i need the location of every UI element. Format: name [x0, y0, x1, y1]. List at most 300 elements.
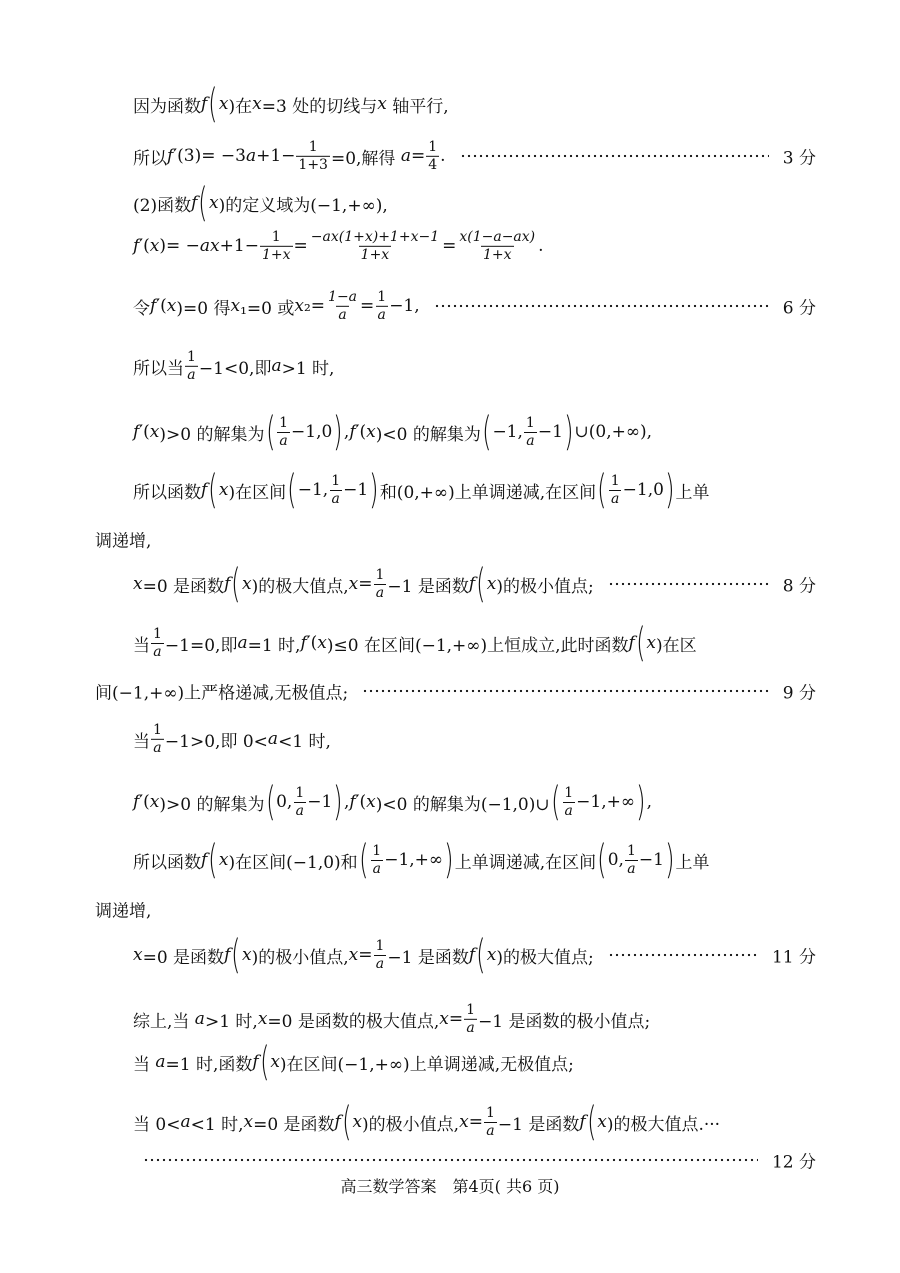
fraction-denominator: a [375, 584, 385, 601]
text-run: 所以函数 [133, 482, 201, 503]
text-run: )=0 得 [176, 298, 231, 319]
text-line [0, 1040, 900, 1084]
fraction [373, 568, 386, 600]
line-content [133, 230, 544, 262]
text-line [0, 410, 900, 454]
fraction-numerator: 1−a [328, 288, 358, 305]
math-variable: f [133, 422, 140, 442]
math-variable: f [334, 1112, 341, 1132]
math-variable: f [224, 945, 231, 965]
fraction-numerator: 1 [377, 288, 387, 305]
fraction [373, 939, 386, 971]
fraction-numerator: 1 [466, 1001, 476, 1018]
fraction-denominator: a [187, 366, 196, 383]
text-run: 综上,当 [133, 1011, 190, 1032]
fraction-denominator: 1+3 [298, 156, 328, 173]
text-run: 上单调递减,在区间 [454, 852, 597, 873]
fraction-denominator: a [295, 802, 304, 819]
math-variable: f [579, 1112, 586, 1132]
text-run: 令 [133, 298, 150, 319]
math-variable: a [180, 1112, 191, 1132]
fraction [293, 786, 306, 818]
fraction-numerator: 1 [375, 566, 385, 583]
text-run: 所以函数 [133, 852, 201, 873]
fraction-numerator: 1 [428, 138, 438, 155]
fraction-denominator: a [153, 643, 162, 660]
text-run: =0 是函数 [253, 1114, 335, 1135]
text-run: =1 时, [247, 635, 301, 656]
fraction-numerator: 1 [153, 625, 162, 642]
fraction-numerator: 1 [525, 414, 535, 431]
large-bracket: ( [635, 620, 646, 666]
fraction [625, 844, 638, 876]
math-variable: f [468, 574, 476, 594]
math-variable: x [459, 1112, 469, 1132]
fraction-numerator: 1 [485, 1104, 495, 1121]
fraction [524, 416, 537, 448]
fraction [326, 290, 359, 322]
text-run: )的极小值点, [362, 1114, 460, 1135]
fraction-numerator: 1 [375, 937, 385, 954]
fraction-denominator: a [372, 860, 381, 877]
math-variable: a [267, 729, 279, 749]
fraction-numerator: 1 [564, 784, 574, 801]
text-run: , [646, 792, 653, 812]
fraction-denominator: a [611, 490, 620, 507]
line-content [133, 140, 446, 172]
math-variable: x [257, 1009, 268, 1029]
text-run: −1,+∞ [384, 850, 444, 870]
text-run: = [358, 945, 373, 965]
math-variable: f [628, 633, 635, 653]
score-label: 6 分 [782, 298, 816, 319]
line-content [133, 350, 334, 382]
dot-leader [460, 154, 769, 158]
math-variable: x [486, 945, 497, 965]
math-variable: x [218, 850, 229, 870]
math-variable: a [150, 1052, 166, 1072]
text-line [0, 717, 900, 761]
score-label: 12 分 [771, 1152, 816, 1173]
fraction-denominator: a [279, 432, 288, 449]
math-variable: f [468, 945, 476, 965]
text-run: −1,0 [291, 422, 333, 442]
text-run: ₂= [303, 296, 326, 316]
text-run: 间(−1,+∞)上严格递减,无极值点; [95, 683, 349, 704]
text-run: = [293, 236, 308, 256]
math-variable: x [230, 296, 241, 316]
page-footer: 高三数学答案 第4页( 共6 页) [340, 1177, 560, 1196]
math-variable: f [133, 236, 140, 256]
text-run: )>0 的解集为 [159, 424, 265, 445]
math-variable: x [149, 792, 160, 812]
fraction-numerator: 1 [372, 842, 382, 859]
large-bracket: ) [636, 779, 646, 825]
math-variable: x [133, 945, 143, 965]
line-content [133, 467, 710, 513]
line-content [133, 1039, 574, 1085]
text-run: −1=0,即 [164, 635, 238, 656]
line-content [133, 81, 449, 127]
text-run: 当 [133, 635, 150, 656]
score-label: 9 分 [782, 683, 816, 704]
text-run: ′( [306, 633, 318, 653]
large-bracket: ( [597, 467, 607, 513]
text-run: ′( [156, 296, 167, 316]
large-bracket: ) [564, 409, 574, 455]
text-run: −1, [492, 422, 523, 442]
large-bracket: ( [481, 409, 492, 455]
dot-leader [434, 304, 769, 308]
large-bracket: ( [231, 932, 241, 978]
large-bracket: ( [208, 81, 218, 127]
text-run: )的极大值点.··· [606, 1114, 721, 1135]
text-run: +1− [256, 146, 296, 166]
large-bracket: ( [265, 779, 275, 825]
text-run: = [448, 1009, 464, 1029]
large-bracket: ( [265, 409, 275, 455]
text-line [0, 780, 900, 824]
text-run: )在区间(−1,+∞)上单调递减,无极值点; [279, 1054, 574, 1075]
text-line [0, 669, 900, 713]
text-line [0, 344, 900, 388]
text-run: −1 是函数 [497, 1114, 580, 1135]
text-run: )的定义域为(−1,+∞), [218, 195, 388, 216]
math-variable: x [597, 1112, 607, 1132]
fraction-denominator: 4 [428, 156, 438, 173]
text-run: −1, [297, 480, 329, 500]
fraction [296, 140, 330, 172]
text-line [0, 933, 900, 977]
large-bracket: ) [444, 837, 454, 883]
fraction-numerator: 1 [308, 138, 318, 155]
text-run: <1 时, [278, 731, 331, 752]
text-run: )在区间 [228, 482, 287, 503]
large-bracket: ( [476, 932, 486, 978]
text-run: , [343, 792, 350, 812]
line-content [133, 932, 594, 978]
text-line [0, 224, 900, 268]
text-run: 上单 [675, 852, 710, 873]
fraction-numerator: 1 [271, 228, 281, 245]
text-run: . [440, 146, 446, 166]
fraction-numerator: x(1−a−ax) [459, 228, 536, 245]
math-variable: x [294, 296, 304, 316]
text-run: 0, [276, 792, 293, 812]
math-variable: f [150, 296, 157, 316]
text-run: −1 是函数 [387, 576, 469, 597]
text-line [0, 997, 900, 1041]
math-variable: x [241, 945, 252, 965]
fraction-denominator: 1+x [261, 246, 291, 263]
large-bracket: ( [476, 561, 486, 607]
math-variable: x [366, 422, 376, 442]
fraction [484, 1106, 497, 1138]
math-variable: x [218, 94, 229, 114]
text-run: 当 0< [133, 1114, 181, 1135]
text-run: )≤0 在区间(−1,+∞)上恒成立,此时函数 [326, 635, 629, 656]
dot-leader [608, 582, 769, 586]
math-variable: x [149, 422, 160, 442]
fraction [609, 474, 622, 506]
math-variable: x [209, 193, 219, 213]
fraction [457, 230, 537, 262]
text-run: +1− [219, 236, 259, 256]
large-bracket: ( [550, 779, 561, 825]
math-variable: f [201, 850, 208, 870]
math-variable: a [189, 1009, 205, 1029]
math-variable: x [149, 236, 160, 256]
text-run: ∪(0,+∞), [574, 422, 653, 442]
math-variable: f [252, 1052, 259, 1072]
text-run: = [410, 146, 426, 166]
fraction-denominator: a [526, 432, 535, 449]
line-content [95, 679, 348, 704]
fraction [370, 844, 383, 876]
fraction-numerator: 1 [331, 472, 341, 489]
fraction-numerator: 1 [610, 472, 620, 489]
fraction [277, 416, 290, 448]
text-run: ′( [139, 236, 150, 256]
line-content [133, 290, 420, 322]
fraction-numerator: −ax(1+x)+1+x−1 [310, 228, 440, 245]
text-run: −1>0,即 0< [164, 731, 268, 752]
line-content [133, 837, 710, 883]
text-line [0, 181, 900, 225]
math-variable: x [377, 94, 387, 114]
line-content [133, 779, 653, 825]
large-bracket: ) [333, 409, 343, 455]
large-bracket: ( [208, 467, 218, 513]
text-run: >1 时, [281, 358, 335, 379]
fraction-numerator: 1 [153, 721, 162, 738]
text-run: )<0 的解集为(−1,0)∪ [375, 794, 550, 815]
text-run: ′( [139, 792, 150, 812]
text-line [0, 468, 900, 512]
text-run: −1,0 [622, 480, 664, 500]
math-variable: f [300, 633, 307, 653]
large-bracket: ( [287, 467, 297, 513]
text-run: =1 时,函数 [165, 1054, 253, 1075]
math-variable: x [243, 1112, 254, 1132]
text-run: ′(3)= −3 [173, 146, 246, 166]
fraction [329, 474, 342, 506]
fraction [309, 230, 441, 262]
text-run: )>0 的解集为 [159, 794, 265, 815]
line-content [133, 723, 331, 755]
text-run: 调递增, [95, 531, 152, 552]
math-variable: x [439, 1009, 449, 1029]
large-bracket: ( [341, 1099, 352, 1145]
text-line [0, 838, 900, 882]
fraction-denominator: 1+x [360, 246, 390, 263]
dot-leader [362, 689, 769, 693]
line-content [133, 409, 653, 455]
math-variable: f [224, 574, 231, 594]
line-content [133, 1003, 650, 1035]
line-content [95, 897, 151, 922]
math-variable: a [237, 633, 248, 653]
dot-leader [608, 953, 758, 957]
score-label: 3 分 [782, 148, 816, 169]
large-bracket: ( [586, 1099, 597, 1145]
text-run: ′( [355, 792, 367, 812]
text-run: 0, [607, 850, 624, 870]
math-variable: f [201, 480, 208, 500]
large-bracket: ) [333, 779, 343, 825]
math-variable: x [317, 633, 327, 653]
text-run: 当 [133, 1054, 150, 1075]
math-variable: f [201, 94, 208, 114]
text-run: −1, [389, 296, 420, 316]
text-line [0, 134, 900, 178]
text-run: )= − [159, 236, 200, 256]
text-run: = [360, 296, 375, 316]
math-variable: f [167, 146, 174, 166]
text-run: 所以当 [133, 358, 184, 379]
math-variable: x [348, 945, 359, 965]
fraction [151, 723, 164, 755]
line-content [133, 620, 697, 666]
text-line [0, 284, 900, 328]
text-line [0, 82, 900, 126]
text-run: , [343, 422, 350, 442]
line-content [133, 180, 388, 226]
math-variable: f [349, 422, 356, 442]
text-run: )在区间(−1,0)和 [228, 852, 358, 873]
fraction-denominator: a [153, 739, 162, 756]
math-variable: x [252, 94, 262, 114]
math-variable: ax [199, 236, 220, 256]
fraction [151, 627, 164, 659]
fraction [426, 140, 439, 172]
text-run: 当 [133, 731, 150, 752]
fraction-numerator: 1 [279, 414, 289, 431]
fraction [260, 230, 293, 262]
text-run: 轴平行, [386, 96, 449, 117]
large-bracket: ) [665, 837, 675, 883]
fraction-denominator: a [466, 1019, 475, 1036]
text-run: . [538, 236, 544, 256]
fraction-numerator: 1 [626, 842, 636, 859]
line-content [133, 561, 594, 607]
large-bracket: ) [369, 467, 379, 513]
math-variable: x [366, 792, 376, 812]
fraction-denominator: a [377, 306, 386, 323]
text-run: )的极大值点, [251, 576, 349, 597]
text-run: =0 是函数 [142, 576, 225, 597]
math-variable: x [241, 574, 252, 594]
text-run: 所以 [133, 148, 167, 169]
text-run: 和(0,+∞)上单调递减,在区间 [379, 482, 597, 503]
text-run: 上单 [675, 482, 710, 503]
large-bracket: ( [597, 837, 607, 883]
fraction-denominator: a [486, 1122, 495, 1139]
fraction [464, 1003, 477, 1035]
fraction-denominator: a [338, 306, 347, 323]
text-run: ′( [355, 422, 367, 442]
fraction-denominator: a [375, 955, 385, 972]
fraction [185, 350, 198, 382]
text-run: >1 时, [204, 1011, 258, 1032]
math-variable: x [218, 480, 229, 500]
large-bracket: ( [231, 561, 241, 607]
text-run: (2)函数 [133, 195, 192, 216]
text-run: = [442, 236, 457, 256]
score-label: 11 分 [771, 947, 816, 968]
text-run: = [468, 1112, 483, 1132]
fraction-denominator: a [564, 802, 573, 819]
text-line [0, 621, 900, 665]
large-bracket: ) [665, 467, 675, 513]
text-run: ′( [139, 422, 150, 442]
text-line [0, 517, 900, 561]
text-run: =0 是函数 [142, 947, 225, 968]
large-bracket: ( [358, 837, 369, 883]
math-variable: x [646, 633, 656, 653]
fraction-denominator: 1+x [482, 246, 512, 263]
text-run: =0,解得 [330, 148, 396, 169]
fraction-denominator: a [331, 490, 340, 507]
math-variable: x [352, 1112, 363, 1132]
text-run: −1 是函数 [387, 947, 469, 968]
math-variable: x [133, 574, 143, 594]
fraction-numerator: 1 [295, 784, 305, 801]
text-run: ₁=0 或 [240, 298, 295, 319]
text-run: −1 [307, 792, 333, 812]
line-content [133, 1099, 721, 1145]
line-content [95, 527, 151, 552]
text-run: )的极小值点, [251, 947, 349, 968]
math-variable: x [166, 296, 177, 316]
text-run: = [358, 574, 373, 594]
fraction [562, 786, 575, 818]
large-bracket: ( [259, 1039, 270, 1085]
text-run: =0 是函数的极大值点, [267, 1011, 440, 1032]
large-bracket: ( [198, 180, 208, 226]
fraction-numerator: 1 [187, 348, 196, 365]
math-variable: a [271, 356, 282, 376]
text-line [0, 887, 900, 931]
math-variable: f [133, 792, 140, 812]
math-variable: a [395, 146, 411, 166]
text-run: )在 [228, 96, 253, 117]
text-run: <1 时, [190, 1114, 244, 1135]
text-run: −1 [638, 850, 664, 870]
text-run: −1,+∞ [576, 792, 636, 812]
text-run: )的极大值点; [496, 947, 594, 968]
fraction-denominator: a [627, 860, 636, 877]
text-run: 调递增, [95, 901, 152, 922]
text-line [0, 562, 900, 606]
math-variable: a [245, 146, 257, 166]
fraction [375, 290, 388, 322]
text-run: −1<0,即 [198, 358, 272, 379]
large-bracket: ( [208, 837, 218, 883]
math-variable: x [348, 574, 359, 594]
text-run: )<0 的解集为 [375, 424, 481, 445]
text-run: −1 [343, 480, 369, 500]
text-run: =3 处的切线与 [261, 96, 378, 117]
math-variable: f [349, 792, 356, 812]
text-run: −1 [537, 422, 563, 442]
text-run: )在区 [656, 635, 697, 656]
text-run: −1 是函数的极小值点; [478, 1011, 651, 1032]
text-run: 因为函数 [133, 96, 201, 117]
text-run: )的极小值点; [496, 576, 594, 597]
dot-leader [143, 1158, 758, 1162]
score-label: 8 分 [782, 576, 816, 597]
